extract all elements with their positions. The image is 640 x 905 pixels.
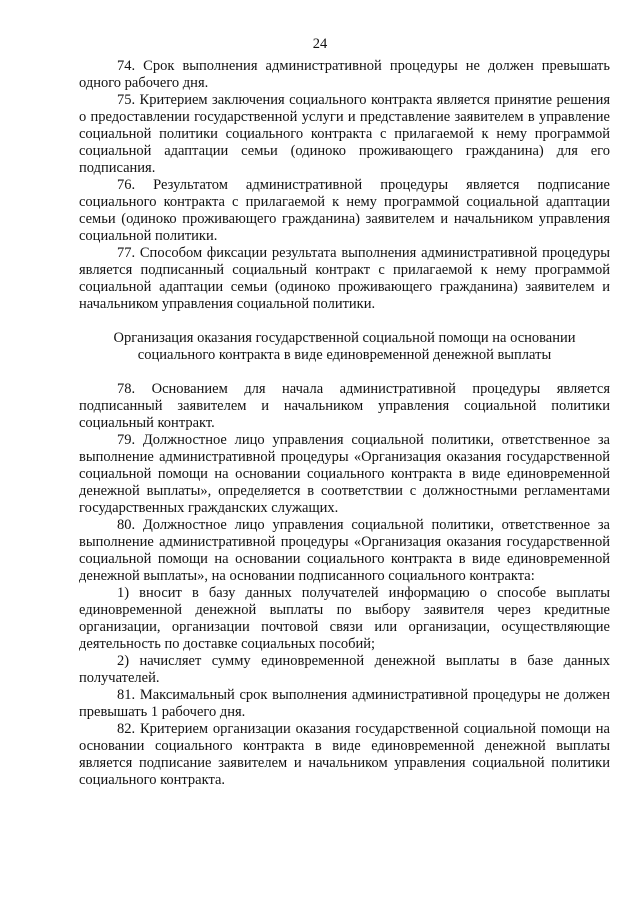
section-heading: Организация оказания государственной социальной помощи на основании социального контракта в виде единовременной денежной выплаты xyxy=(113,330,576,363)
paragraph-75: 75. Критерием заключения социального контракта является принятие решения о предоставлении государственной услуги и представление заявителем в управление социальной политики социального контракта с прилагаемой к нему программой социальной адаптации семьи (одиноко проживающего гражданина) для его подписания. xyxy=(79,92,610,176)
paragraph-78: 78. Основанием для начала административной процедуры является подписанный заявителем и начальником управления социальной политики социальный контракт. xyxy=(79,381,610,431)
document-body xyxy=(79,58,610,789)
subitem-1: 1) вносит в базу данных получателей информацию о способе выплаты единовременной денежной выплаты по выбору заявителя через кредитные организации, организации почтовой связи или организации, осуществляющие деятельность по доставке социальных пособий; xyxy=(79,585,610,652)
paragraph-76: 76. Результатом административной процедуры является подписание социального контракта с прилагаемой к нему программой социальной адаптации семьи (одиноко проживающего гражданина) заявителем и начальником управления социальной политики. xyxy=(79,177,610,244)
paragraph-82: 82. Критерием организации оказания государственной социальной помощи на основании социального контракта в виде единовременной денежной выплаты является подписание заявителем и начальником управления социальной политики социального контракта. xyxy=(79,721,610,788)
subitem-2: 2) начисляет сумму единовременной денежной выплаты в базе данных получателей. xyxy=(79,653,610,686)
paragraph-81: 81. Максимальный срок выполнения административной процедуры не должен превышать 1 рабочего дня. xyxy=(79,687,610,720)
page-number: 24 xyxy=(312,36,328,52)
paragraph-74: 74. Срок выполнения административной процедуры не должен превышать одного рабочего дня. xyxy=(79,58,610,91)
paragraph-79: 79. Должностное лицо управления социальной политики, ответственное за выполнение административной процедуры «Организация оказания государственной социальной помощи на основании социального контракта в виде единовременной денежной выплаты», определяется в соответствии с должностными регламентами государственных гражданских служащих. xyxy=(79,432,610,516)
paragraph-80: 80. Должностное лицо управления социальной политики, ответственное за выполнение административной процедуры «Организация оказания государственной социальной помощи на основании социального контракта в виде единовременной денежной выплаты», на основании подписанного социального контракта: xyxy=(79,517,610,584)
paragraph-77: 77. Способом фиксации результата выполнения административной процедуры является подписанный социальный контракт с прилагаемой к нему программой социальной адаптации семьи (одиноко проживающего гражданина) заявителем и начальником управления социальной политики. xyxy=(79,245,610,312)
